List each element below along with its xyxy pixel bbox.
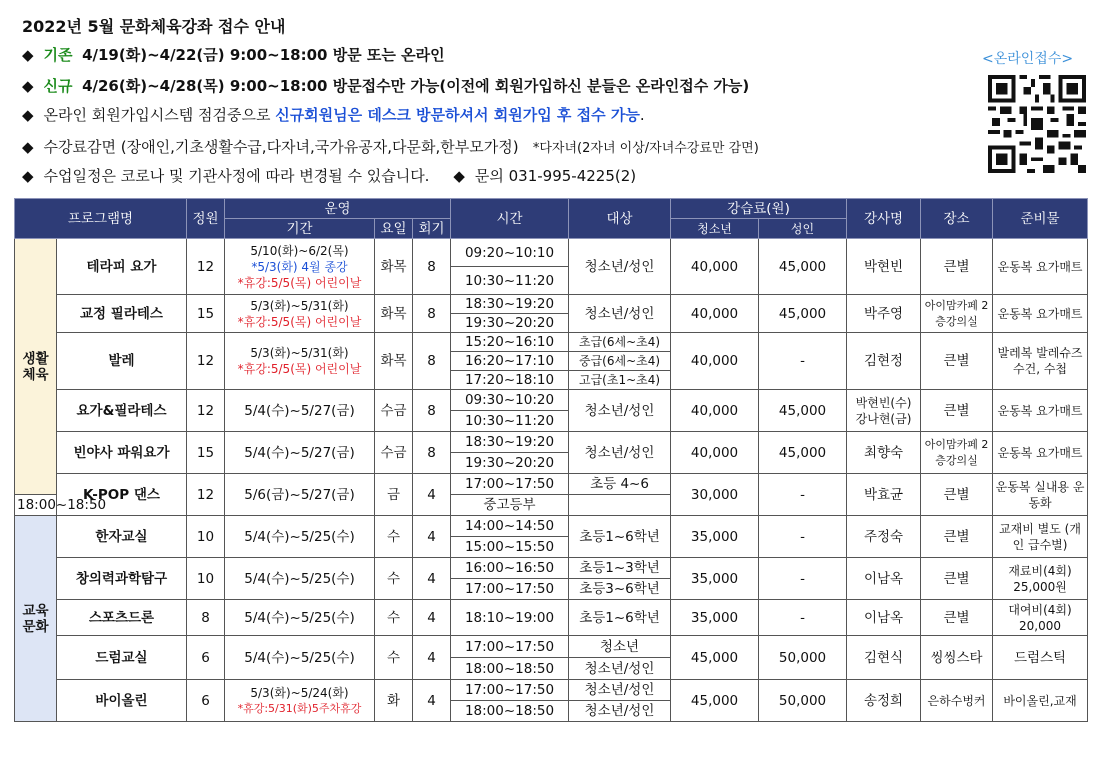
table-row	[15, 390, 1088, 411]
program-name: 드럼교실	[57, 636, 187, 680]
fee-adult: -	[759, 558, 847, 600]
period: 5/10(화)~6/2(목)	[250, 243, 349, 258]
time-slot: 09:20~10:10	[451, 239, 569, 267]
fee-adult: 45,000	[759, 295, 847, 333]
table-row	[15, 239, 1088, 267]
instructor: 박효균	[847, 474, 921, 516]
supplies: 교재비 별도 (개인 급수별)	[993, 516, 1088, 558]
sessions: 8	[413, 239, 451, 295]
table-row	[15, 432, 1088, 453]
time-slot: 15:00~15:50	[451, 537, 569, 558]
place: 씽씽스타	[921, 636, 993, 680]
sessions: 8	[413, 432, 451, 474]
instructor: 김현식	[847, 636, 921, 680]
instructor: 송정희	[847, 680, 921, 722]
supplies: 대여비(4회) 20,000	[993, 600, 1088, 636]
instructor: 최향숙	[847, 432, 921, 474]
target: 청소년	[569, 636, 671, 658]
capacity: 6	[187, 680, 225, 722]
header-fee: 강습료(원)	[671, 199, 847, 219]
fee-youth: 40,000	[671, 390, 759, 432]
table-row	[15, 295, 1088, 314]
period: 5/3(화)~5/31(화)	[250, 346, 349, 360]
place: 아이맘카페 2층강의실	[921, 295, 993, 333]
day: 화목	[375, 333, 413, 390]
new-label: 신규	[43, 77, 73, 95]
header-time: 시간	[451, 199, 569, 239]
fee-youth: 40,000	[671, 239, 759, 295]
program-name: K-POP 댄스	[57, 474, 187, 516]
sessions: 4	[413, 474, 451, 516]
time-slot: 10:30~11:20	[451, 267, 569, 295]
day: 수	[375, 558, 413, 600]
time-slot: 17:00~17:50	[451, 579, 569, 600]
time-slot: 17:00~17:50	[451, 474, 569, 495]
supplies: 드럼스틱	[993, 636, 1088, 680]
day: 금	[375, 474, 413, 516]
table-row	[15, 516, 1088, 537]
time-slot: 19:30~20:20	[451, 314, 569, 333]
diamond-bullet-icon: ◆	[22, 138, 34, 156]
page-title: 2022년 5월 문화체육강좌 접수 안내	[22, 17, 286, 36]
target: 고급(초1~초4)	[569, 371, 671, 390]
existing-members-line	[22, 44, 445, 65]
place: 큰별	[921, 239, 993, 295]
capacity: 8	[187, 600, 225, 636]
fee-youth: 35,000	[671, 558, 759, 600]
period: 5/4(수)~5/25(수)	[225, 636, 375, 680]
holiday-note: *휴강:5/5(목) 어린이날	[237, 275, 362, 290]
supplies: 운동복 요가매트	[993, 239, 1088, 295]
day: 화목	[375, 295, 413, 333]
capacity: 12	[187, 333, 225, 390]
schedule-notice-text: 수업일정은 코로나 및 기관사정에 따라 변경될 수 있습니다.	[43, 167, 430, 185]
sessions: 4	[413, 636, 451, 680]
fee-adult: 45,000	[759, 432, 847, 474]
place: 큰별	[921, 516, 993, 558]
supplies: 재료비(4회) 25,000원	[993, 558, 1088, 600]
holiday-note: *휴강:5/5(목) 어린이날	[237, 314, 362, 329]
header-fee-youth: 청소년	[671, 219, 759, 239]
sessions: 8	[413, 295, 451, 333]
time-slot: 18:00~18:50	[451, 658, 569, 680]
table-row	[15, 636, 1088, 658]
supplies: 운동복 요가매트	[993, 295, 1088, 333]
time-slot: 15:20~16:10	[451, 333, 569, 352]
existing-label: 기존	[43, 46, 73, 64]
fee-youth: 40,000	[671, 333, 759, 390]
program-name: 발레	[57, 333, 187, 390]
place: 아이맘카페 2층강의실	[921, 432, 993, 474]
target: 초등1~3학년	[569, 558, 671, 579]
header-supplies: 준비물	[993, 199, 1088, 239]
fee-youth: 45,000	[671, 680, 759, 722]
capacity: 15	[187, 432, 225, 474]
new-text: 4/26(화)~4/28(목) 9:00~18:00 방문접수만 가능(이전에 회원가입하신 분들은 온라인접수 가능)	[82, 77, 750, 95]
discount-note: *다자녀(2자녀 이상/자녀수강료만 감면)	[532, 141, 759, 156]
time-slot: 18:00~18:50	[15, 495, 57, 516]
time-slot: 16:20~17:10	[451, 352, 569, 371]
diamond-bullet-icon: ◆	[22, 77, 34, 95]
instructor: 이남옥	[847, 558, 921, 600]
period-cell	[225, 333, 375, 390]
instructor: 박현빈	[847, 239, 921, 295]
target: 청소년/성인	[569, 390, 671, 432]
fee-youth: 45,000	[671, 636, 759, 680]
day: 수	[375, 516, 413, 558]
supplies: 운동복 요가매트	[993, 432, 1088, 474]
day: 수금	[375, 390, 413, 432]
supplies: 운동복 요가매트	[993, 390, 1088, 432]
sessions: 4	[413, 600, 451, 636]
place: 큰별	[921, 390, 993, 432]
program-name: 한자교실	[57, 516, 187, 558]
place: 큰별	[921, 600, 993, 636]
target: 초등 4~6	[569, 474, 671, 495]
place: 은하수벙커	[921, 680, 993, 722]
fee-adult: 45,000	[759, 239, 847, 295]
target: 청소년/성인	[569, 295, 671, 333]
contact-text: 문의 031-995-4225(2)	[474, 167, 637, 185]
sessions: 4	[413, 558, 451, 600]
place: 큰별	[921, 558, 993, 600]
category-sports: 생활체육	[15, 239, 57, 495]
time-slot: 17:00~17:50	[451, 636, 569, 658]
capacity: 10	[187, 558, 225, 600]
existing-text: 4/19(화)~4/22(금) 9:00~18:00 방문 또는 온라인	[82, 46, 445, 64]
target: 청소년/성인	[569, 701, 671, 722]
instructor: 김현정	[847, 333, 921, 390]
fee-adult: 50,000	[759, 680, 847, 722]
sessions: 4	[413, 516, 451, 558]
qr-code-icon[interactable]	[988, 75, 1086, 173]
time-slot: 17:20~18:10	[451, 371, 569, 390]
sessions: 8	[413, 390, 451, 432]
place: 큰별	[921, 474, 993, 516]
fee-youth: 30,000	[671, 474, 759, 516]
table-row	[15, 474, 1088, 495]
instructor: 이남옥	[847, 600, 921, 636]
system-notice-line	[22, 104, 645, 125]
program-name: 교정 필라테스	[57, 295, 187, 333]
time-slot: 18:30~19:20	[451, 432, 569, 453]
supplies: 운동복 실내용 운동화	[993, 474, 1088, 516]
day: 수	[375, 600, 413, 636]
capacity: 15	[187, 295, 225, 333]
instructor: 박현빈(수) 강나현(금)	[847, 390, 921, 432]
period-cell	[225, 295, 375, 333]
target: 청소년/성인	[569, 239, 671, 295]
diamond-bullet-icon: ◆	[453, 167, 465, 185]
header-place: 장소	[921, 199, 993, 239]
fee-adult: -	[759, 333, 847, 390]
program-name: 스포츠드론	[57, 600, 187, 636]
place: 큰별	[921, 333, 993, 390]
notice-highlight: 신규회원님은 데스크 방문하셔서 회원가입 후 접수 가능	[275, 106, 640, 124]
target: 청소년/성인	[569, 658, 671, 680]
period-cell	[225, 239, 375, 295]
fee-adult: -	[759, 516, 847, 558]
period: 5/4(수)~5/25(수)	[225, 600, 375, 636]
capacity: 12	[187, 390, 225, 432]
time-slot: 16:00~16:50	[451, 558, 569, 579]
header-program: 프로그램명	[15, 199, 187, 239]
period: 5/4(수)~5/25(수)	[225, 558, 375, 600]
time-slot: 09:30~10:20	[451, 390, 569, 411]
new-members-line	[22, 75, 749, 96]
header-instructor: 강사명	[847, 199, 921, 239]
notice-prefix: 온라인 회원가입시스템 점검중으로	[43, 106, 276, 124]
table-row	[15, 558, 1088, 579]
table-row	[15, 333, 1088, 352]
header-operation: 운영	[225, 199, 451, 219]
program-name: 테라피 요가	[57, 239, 187, 295]
day: 화목	[375, 239, 413, 295]
sessions: 4	[413, 680, 451, 722]
period: 5/4(수)~5/27(금)	[225, 432, 375, 474]
time-slot: 14:00~14:50	[451, 516, 569, 537]
holiday-note: *휴강:5/31(화)5주차휴강	[237, 701, 362, 715]
diamond-bullet-icon: ◆	[22, 167, 34, 185]
supplies: 바이올린,교재	[993, 680, 1088, 722]
target: 초등1~6학년	[569, 600, 671, 636]
target: 초등3~6학년	[569, 579, 671, 600]
time-slot: 18:10~19:00	[451, 600, 569, 636]
fee-adult: -	[759, 600, 847, 636]
target: 청소년/성인	[569, 432, 671, 474]
period: 5/6(금)~5/27(금)	[225, 474, 375, 516]
holiday-note: *휴강:5/5(목) 어린이날	[237, 362, 362, 376]
table-row	[15, 680, 1088, 701]
period: 5/3(화)~5/24(화)	[250, 685, 349, 700]
time-slot: 18:30~19:20	[451, 295, 569, 314]
target: 초급(6세~초4)	[569, 333, 671, 352]
fee-adult: 45,000	[759, 390, 847, 432]
header-capacity: 정원	[187, 199, 225, 239]
table-row	[15, 600, 1088, 636]
header-sessions: 회기	[413, 219, 451, 239]
instructor: 박주영	[847, 295, 921, 333]
course-schedule-table	[14, 198, 1088, 722]
target: 중급(6세~초4)	[569, 352, 671, 371]
program-name: 빈야사 파워요가	[57, 432, 187, 474]
online-registration-label: <온라인접수>	[982, 51, 1074, 67]
time-slot: 19:30~20:20	[451, 453, 569, 474]
header-fee-adult: 성인	[759, 219, 847, 239]
notice-suffix: .	[639, 106, 645, 124]
period: 5/4(수)~5/25(수)	[225, 516, 375, 558]
header-target: 대상	[569, 199, 671, 239]
fee-youth: 40,000	[671, 432, 759, 474]
program-name: 요가&필라테스	[57, 390, 187, 432]
time-slot: 18:00~18:50	[451, 701, 569, 722]
capacity: 12	[187, 239, 225, 295]
sessions: 8	[413, 333, 451, 390]
target: 초등1~6학년	[569, 516, 671, 558]
period: 5/3(화)~5/31(화)	[250, 298, 349, 313]
diamond-bullet-icon: ◆	[22, 46, 34, 64]
fee-youth: 35,000	[671, 600, 759, 636]
schedule-notice-line	[22, 165, 636, 186]
day: 화	[375, 680, 413, 722]
fee-adult: 50,000	[759, 636, 847, 680]
instructor: 주정숙	[847, 516, 921, 558]
day: 수	[375, 636, 413, 680]
capacity: 10	[187, 516, 225, 558]
period-cell	[225, 680, 375, 722]
header-day: 요일	[375, 219, 413, 239]
program-name: 바이올린	[57, 680, 187, 722]
capacity: 6	[187, 636, 225, 680]
fee-youth: 35,000	[671, 516, 759, 558]
period: 5/4(수)~5/27(금)	[225, 390, 375, 432]
supplies: 발레복 발레슈즈 수건, 수첩	[993, 333, 1088, 390]
period-note: *5/3(화) 4월 종강	[251, 259, 348, 274]
fee-adult: -	[759, 474, 847, 516]
discount-line	[22, 136, 759, 157]
discount-text: 수강료감면 (장애인,기초생활수급,다자녀,국가유공자,다문화,한부모가정)	[43, 138, 519, 156]
target: 중고등부	[451, 495, 569, 516]
header-period: 기간	[225, 219, 375, 239]
time-slot: 10:30~11:20	[451, 411, 569, 432]
capacity: 12	[187, 474, 225, 516]
program-name: 창의력과학탐구	[57, 558, 187, 600]
target: 청소년/성인	[569, 680, 671, 701]
day: 수금	[375, 432, 413, 474]
time-slot: 17:00~17:50	[451, 680, 569, 701]
diamond-bullet-icon: ◆	[22, 106, 34, 124]
category-culture: 교육문화	[15, 516, 57, 722]
fee-youth: 40,000	[671, 295, 759, 333]
